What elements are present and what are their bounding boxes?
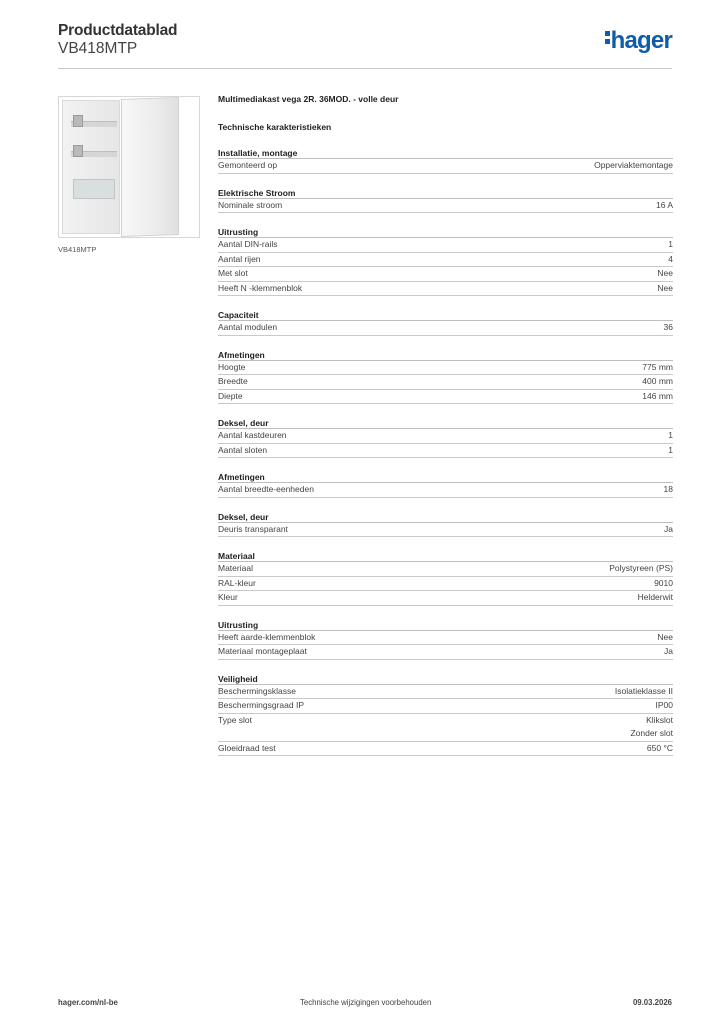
spec-value-line: 650 °C <box>646 742 673 753</box>
spec-row <box>218 321 673 336</box>
spec-value <box>642 375 673 389</box>
spec-content <box>218 94 673 769</box>
section-title: Capaciteit <box>218 309 673 321</box>
spec-label: Hoogte <box>218 361 246 372</box>
footer-notice: Technische wijzigingen voorbehouden <box>300 998 432 1007</box>
spec-value-line: Nee <box>657 268 673 278</box>
spec-value <box>642 390 673 404</box>
spec-value <box>594 159 673 173</box>
spec-value <box>664 523 673 537</box>
spec-label: Aantal kastdeuren <box>218 430 287 440</box>
spec-label: Materiaal <box>218 563 253 573</box>
hager-logo <box>605 27 672 55</box>
spec-value <box>647 742 673 756</box>
spec-row <box>218 375 673 390</box>
spec-row <box>218 159 673 174</box>
section-title: Uitrusting <box>218 619 673 631</box>
spec-value-line: 400 mm <box>642 376 673 386</box>
tech-heading: Technische karakteristieken <box>218 122 332 132</box>
section-title: Veiligheid <box>218 673 673 685</box>
spec-value-line: Nee <box>657 282 673 293</box>
spec-label: Aantal modulen <box>218 322 278 332</box>
image-caption: VB418MTP <box>58 245 97 254</box>
spec-value <box>609 562 673 576</box>
spec-row <box>218 199 673 214</box>
spec-label: Heeft aarde-klemmenblok <box>218 631 316 642</box>
spec-row <box>218 714 673 742</box>
spec-row <box>218 577 673 592</box>
product-image <box>58 96 200 238</box>
spec-row <box>218 282 673 297</box>
section-title: Uitrusting <box>218 226 673 238</box>
spec-label: Type slot <box>218 714 253 725</box>
spec-value-line: 775 mm <box>642 361 673 372</box>
spec-value-line: 4 <box>668 253 673 264</box>
spec-row <box>218 742 673 757</box>
spec-value <box>656 699 674 713</box>
spec-row <box>218 238 673 253</box>
spec-value <box>654 577 673 591</box>
mounting-plate <box>73 179 115 199</box>
spec-group <box>218 187 673 214</box>
spec-label: Aantal rijen <box>218 253 261 264</box>
spec-value <box>668 429 673 443</box>
spec-label: Aantal sloten <box>218 444 268 455</box>
spec-value-line: 146 mm <box>642 390 673 401</box>
spec-label: Breedte <box>218 376 248 386</box>
spec-value <box>657 282 673 296</box>
spec-label: Deuris transparant <box>218 523 288 534</box>
spec-value <box>664 321 673 335</box>
spec-group <box>218 309 673 336</box>
spec-value <box>657 267 673 281</box>
spec-group <box>218 471 673 498</box>
cabinet-door <box>121 97 179 237</box>
spec-row <box>218 631 673 646</box>
cabinet-body <box>62 100 120 234</box>
spec-label: Met slot <box>218 268 248 278</box>
spec-value-line: 1 <box>668 239 673 249</box>
header-divider <box>58 68 672 69</box>
spec-value <box>642 361 673 375</box>
logo-text: hager <box>610 27 672 54</box>
spec-value-line: 36 <box>663 322 673 332</box>
section-title: Installatie, montage <box>218 147 673 159</box>
spec-row <box>218 523 673 538</box>
module-icon <box>73 115 83 127</box>
spec-value <box>615 685 673 699</box>
spec-row <box>218 390 673 405</box>
spec-sections <box>218 147 673 756</box>
spec-row <box>218 645 673 660</box>
spec-value <box>664 645 673 659</box>
section-title: Elektrische Stroom <box>218 187 673 199</box>
spec-group <box>218 511 673 538</box>
spec-row <box>218 699 673 714</box>
spec-row <box>218 429 673 444</box>
spec-value-line: Ja <box>664 646 673 656</box>
spec-row <box>218 267 673 282</box>
spec-group <box>218 417 673 458</box>
spec-row <box>218 361 673 376</box>
spec-label: Materiaal montageplaat <box>218 646 307 656</box>
spec-row <box>218 253 673 268</box>
spec-value-line: IP00 <box>655 700 673 710</box>
spec-value <box>657 631 673 645</box>
product-description: Multimediakast vega 2R. 36MOD. - volle deur <box>218 94 399 104</box>
spec-label: Gemonteerd op <box>218 160 278 170</box>
spec-label: Beschermingsklasse <box>218 685 296 696</box>
spec-group <box>218 673 673 757</box>
spec-row <box>218 591 673 606</box>
spec-value <box>630 714 673 741</box>
product-code: VB418MTP <box>58 40 138 57</box>
spec-value-line: Ja <box>664 523 673 534</box>
spec-value-line: 1 <box>668 430 673 440</box>
spec-value <box>668 253 673 267</box>
section-title: Deksel, deur <box>218 417 673 429</box>
document-title: Productdatablad <box>58 22 178 39</box>
spec-label: Beschermingsgraad IP <box>218 700 304 710</box>
spec-value-line: Isolatieklasse II <box>614 685 673 696</box>
spec-row <box>218 562 673 577</box>
spec-row <box>218 483 673 498</box>
logo-colon-icon <box>605 31 610 47</box>
spec-value-line: 18 <box>663 484 673 494</box>
spec-label: Kleur <box>218 592 238 602</box>
spec-group <box>218 550 673 606</box>
page-header <box>58 22 672 70</box>
module-icon <box>73 145 83 157</box>
spec-value <box>664 483 673 497</box>
spec-value <box>668 444 673 458</box>
footer-website[interactable]: hager.com/nl-be <box>58 998 118 1007</box>
spec-value-line: Klikslot <box>646 714 673 725</box>
spec-label: RAL-kleur <box>218 577 256 588</box>
spec-row <box>218 444 673 459</box>
spec-value-line: Nee <box>657 631 673 642</box>
section-title: Materiaal <box>218 550 673 562</box>
spec-value <box>668 238 673 252</box>
section-title: Afmetingen <box>218 349 673 361</box>
spec-group <box>218 619 673 660</box>
spec-value-line: Polystyreen (PS) <box>609 563 673 573</box>
spec-value-line: 16 A <box>655 199 673 210</box>
spec-value <box>638 591 673 605</box>
spec-row <box>218 685 673 700</box>
spec-value-line: 9010 <box>654 577 673 588</box>
section-title: Afmetingen <box>218 471 673 483</box>
spec-value-line: 1 <box>668 444 673 455</box>
spec-value-line: Opperviaktemontage <box>594 160 673 170</box>
spec-group <box>218 349 673 405</box>
spec-value-line: Helderwit <box>637 592 673 602</box>
section-title: Deksel, deur <box>218 511 673 523</box>
spec-group <box>218 226 673 296</box>
spec-label: Nominale stroom <box>218 199 283 210</box>
spec-group <box>218 147 673 174</box>
spec-label: Heeft N -klemmenblok <box>218 282 303 293</box>
spec-label: Aantal DIN-rails <box>218 239 278 249</box>
spec-label: Aantal breedte-eenheden <box>218 484 314 494</box>
spec-label: Diepte <box>218 390 243 401</box>
footer-date: 09.03.2026 <box>632 998 672 1007</box>
spec-value-line: Zonder slot <box>630 728 673 738</box>
spec-value <box>656 199 673 213</box>
spec-label: Gloeidraad test <box>218 742 276 753</box>
